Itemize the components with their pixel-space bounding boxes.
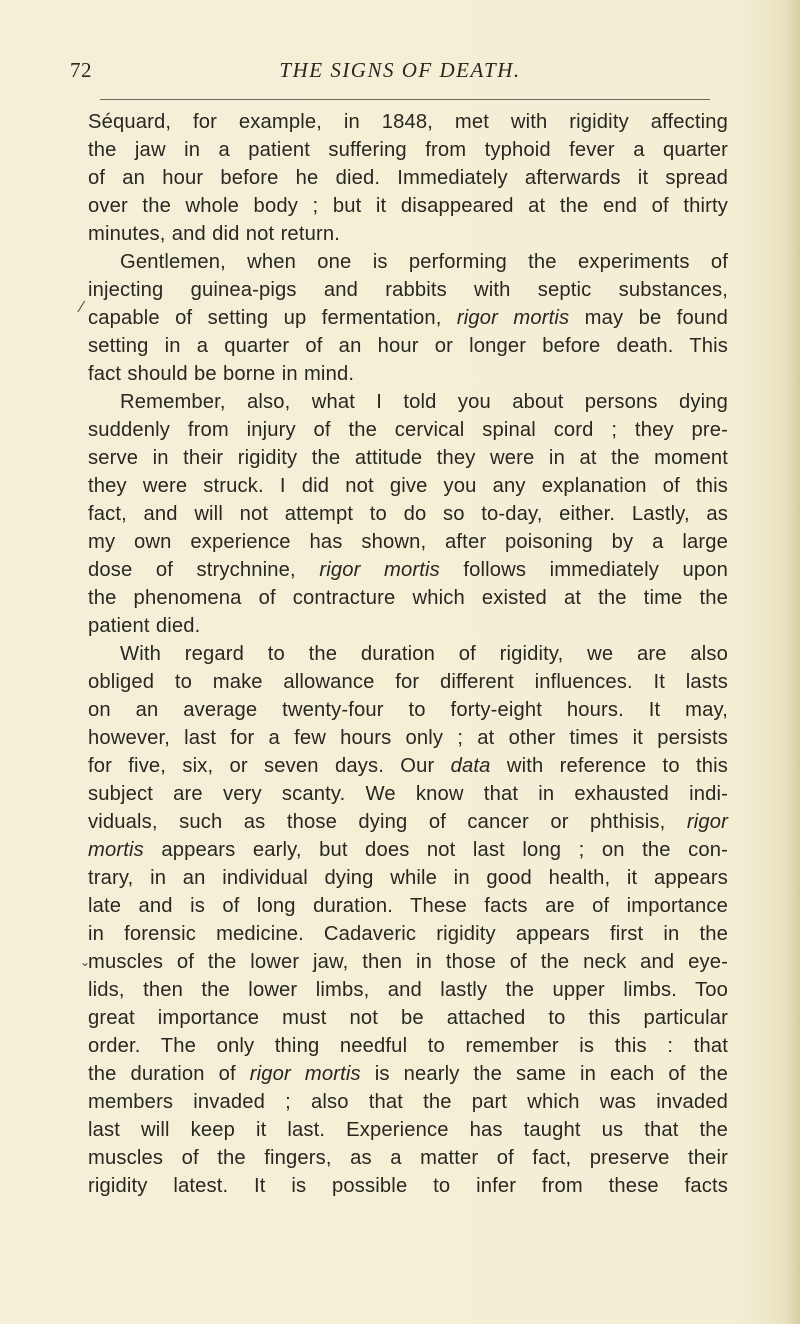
text-line: on an average twenty-four to forty-eight hours. It may, [88, 699, 728, 721]
italic-term: rigor mortis [319, 559, 440, 581]
text-line: of an hour before he died. Immediately afterwards it spread [88, 167, 728, 189]
page-header [70, 58, 730, 88]
page-edge-shadow [786, 0, 800, 1324]
italic-term: mortis [88, 839, 144, 861]
body-text [88, 108, 728, 1200]
running-head: THE SIGNS OF DEATH. [279, 58, 521, 82]
text-line: dose of strychnine, rigor mortis follows immediately upon [88, 559, 728, 581]
text-line: over the whole body ; but it disappeared at the end of thirty [88, 195, 728, 217]
text-line: Gentlemen, when one is performing the experiments of [120, 251, 728, 273]
text-line: setting in a quarter of an hour or longer before death. This [88, 335, 728, 357]
text-line: suddenly from injury of the cervical spinal cord ; they pre- [88, 419, 728, 441]
text-line: lids, then the lower limbs, and lastly the upper limbs. Too [88, 979, 728, 1001]
text-line: order. The only thing needful to remember is this : that [88, 1035, 728, 1057]
text-line: viduals, such as those dying of cancer or phthisis, rigor [88, 811, 728, 833]
italic-term: rigor [686, 811, 728, 833]
text-line: mortis appears early, but does not last long ; on the con- [88, 839, 728, 861]
text-line: muscles of the lower jaw, then in those of the neck and eye- [88, 951, 728, 973]
pencil-tick-mark: ⌄ [80, 955, 91, 969]
text-line: serve in their rigidity the attitude they were in at the moment [88, 447, 728, 469]
text-line: members invaded ; also that the part which was invaded [88, 1091, 728, 1113]
text-line: muscles of the fingers, as a matter of fact, preserve their [88, 1147, 728, 1169]
text-line: subject are very scanty. We know that in exhausted indi- [88, 783, 728, 805]
text-line: minutes, and did not return. [88, 223, 340, 245]
header-rule [100, 99, 710, 100]
italic-term: rigor mortis [249, 1063, 361, 1085]
text-line: the jaw in a patient suffering from typhoid fever a quarter [88, 139, 728, 161]
text-line: my own experience has shown, after poisoning by a large [88, 531, 728, 553]
text-line: injecting guinea-pigs and rabbits with septic substances, [88, 279, 728, 301]
page-number: 72 [70, 58, 92, 82]
text-line: the phenomena of contracture which existed at the time the [88, 587, 728, 609]
text-line: obliged to make allowance for different influences. It lasts [88, 671, 728, 693]
text-line: fact should be borne in mind. [88, 363, 355, 385]
text-line: they were struck. I did not give you any explanation of this [88, 475, 728, 497]
text-line: capable of setting up fermentation, rigor mortis may be found [88, 307, 728, 329]
text-line: Remember, also, what I told you about persons dying [120, 391, 728, 413]
text-line: great importance must not be attached to this particular [88, 1007, 728, 1029]
pencil-tick-mark: ⁄ [80, 298, 83, 316]
italic-term: data [450, 755, 491, 777]
text-line: for five, six, or seven days. Our data with reference to this [88, 755, 728, 777]
text-line: patient died. [88, 615, 201, 637]
text-line: trary, in an individual dying while in good health, it appears [88, 867, 728, 889]
text-line: late and is of long duration. These facts are of importance [88, 895, 728, 917]
italic-term: rigor mortis [456, 307, 570, 329]
text-line: however, last for a few hours only ; at other times it persists [88, 727, 728, 749]
text-line: rigidity latest. It is possible to infer from these facts [88, 1175, 728, 1197]
text-line: the duration of rigor mortis is nearly the same in each of the [88, 1063, 728, 1085]
text-line: in forensic medicine. Cadaveric rigidity appears first in the [88, 923, 728, 945]
text-line: Séquard, for example, in 1848, met with rigidity affecting [88, 111, 728, 133]
text-line: fact, and will not attempt to do so to-day, either. Lastly, as [88, 503, 728, 525]
text-line: last will keep it last. Experience has taught us that the [88, 1119, 728, 1141]
text-line: With regard to the duration of rigidity, we are also [120, 643, 728, 665]
